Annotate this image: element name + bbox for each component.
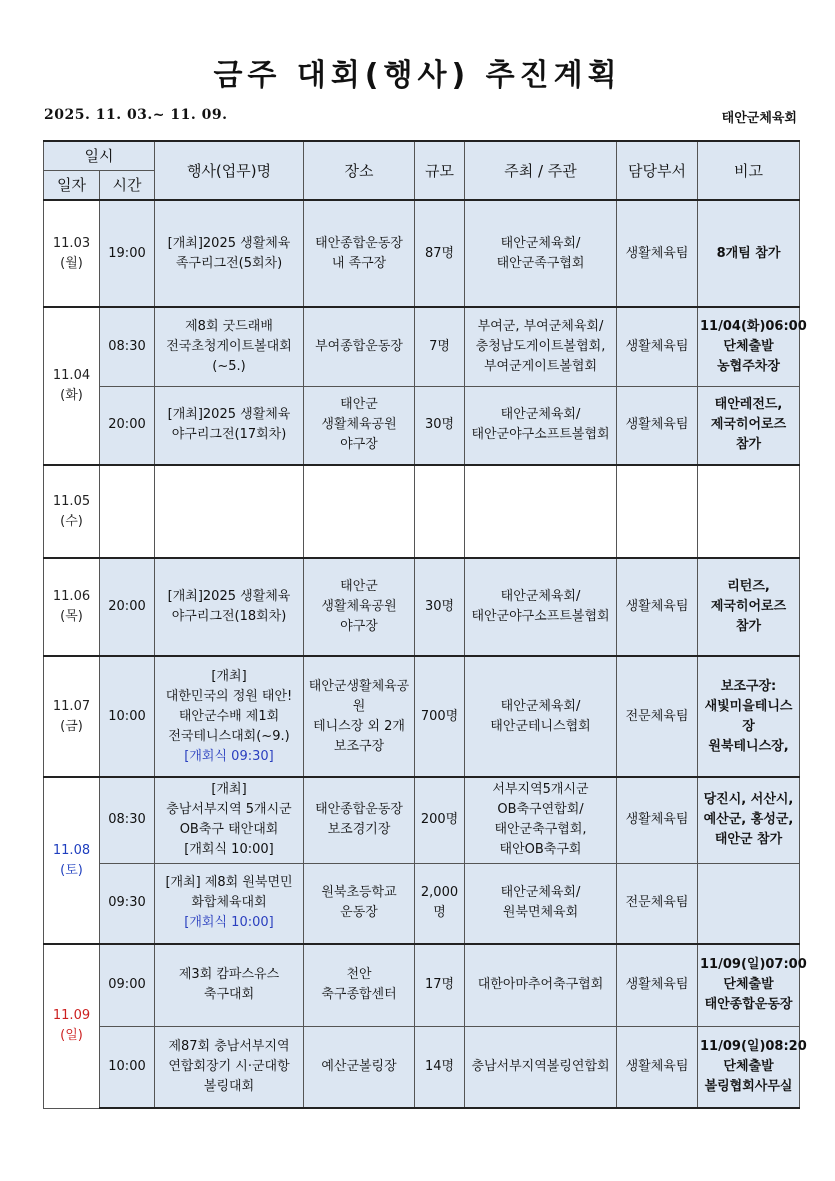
dept-cell-text: 생활체육팀 (625, 599, 689, 614)
header-remark: 비고 (698, 141, 800, 200)
time-cell-text: 08:30 (108, 812, 146, 828)
day-date-cell: 11.05 (수) (44, 465, 100, 558)
place-cell (304, 777, 415, 863)
header-place: 장소 (304, 141, 415, 200)
place-cell-text: 태안종합운동장 보조경기장 (315, 802, 403, 838)
place-cell-text: 천안 축구종합센터 (321, 967, 397, 1003)
remark-cell (698, 558, 800, 656)
remark-cell (698, 465, 800, 558)
host-cell (465, 386, 617, 465)
place-cell (304, 863, 415, 944)
time-cell-text: 10:00 (108, 708, 146, 724)
scale-cell-text: 2,000명 (420, 885, 459, 921)
schedule-row (44, 558, 800, 656)
place-cell (304, 307, 415, 386)
event-name-cell (155, 558, 304, 656)
scale-cell-text: 30명 (424, 417, 455, 433)
scale-cell-text: 30명 (424, 599, 455, 614)
place-cell (304, 558, 415, 656)
dept-cell (617, 558, 698, 656)
dept-cell (617, 307, 698, 386)
time-cell (100, 386, 155, 465)
header-datetime: 일시 (44, 141, 155, 170)
header-event: 행사(업무)명 (155, 141, 304, 200)
remark-cell (698, 200, 800, 307)
time-cell-text: 19:00 (108, 245, 146, 261)
place-cell-text: 예산군볼링장 (321, 1058, 397, 1074)
host-cell (465, 307, 617, 386)
remark-cell-text: 보조구장: 새빛미을테니스장 원북테니스장, (704, 678, 793, 754)
time-cell (100, 558, 155, 656)
host-cell-text: 태안군체육회/ 태안군야구소프트볼협회 (471, 589, 610, 624)
remark-cell (698, 307, 807, 386)
place-cell-text: 원북초등학교 운동장 (321, 885, 397, 921)
remark-cell-text: 리턴즈, 제국히어로즈 참가 (710, 579, 787, 634)
event-name-cell-text: 제8회 굿드래배 전국초청게이트볼대회 (~5.) (166, 318, 292, 374)
remark-cell-text: 8개팀 참가 (716, 245, 781, 261)
scale-cell-text: 14명 (424, 1058, 455, 1074)
host-cell (465, 1026, 617, 1108)
header-time: 시간 (100, 170, 155, 200)
scale-cell-text: 700명 (420, 708, 459, 724)
event-name-cell-text: 제3회 캄파스유스 축구대회 (178, 967, 280, 1003)
scale-cell (415, 465, 465, 558)
place-cell (304, 200, 415, 307)
time-cell (100, 1026, 155, 1108)
place-cell (304, 944, 415, 1026)
schedule-row (44, 386, 800, 465)
dept-cell (617, 656, 698, 777)
event-name-cell-text: [개최]2025 생활체육 야구리그전(17회차) (167, 407, 291, 443)
remark-cell-text: 11/09(일)08:20 단체출발 볼링협회사무실 (700, 1038, 807, 1094)
time-cell (100, 656, 155, 777)
scale-cell (415, 944, 465, 1026)
event-name-cell (155, 307, 304, 386)
time-cell-text: 08:30 (108, 338, 146, 354)
schedule-row (44, 863, 800, 944)
remark-cell (698, 386, 800, 465)
place-cell-text: 태안종합운동장 내 족구장 (315, 235, 403, 271)
day-date-cell: 11.08 (토) (44, 777, 100, 944)
dept-cell (617, 1026, 698, 1108)
time-cell (100, 944, 155, 1026)
dept-cell-text: 생활체육팀 (625, 977, 689, 993)
place-cell (304, 656, 415, 777)
event-name-cell-text: 제87회 충남서부지역 연합회장기 시·군대항 볼링대회 (168, 1038, 290, 1094)
event-name-cell (155, 465, 304, 558)
event-name-cell (155, 386, 304, 465)
event-name-cell-text: [개최]2025 생활체육 야구리그전(18회차) (167, 589, 291, 624)
scale-cell (415, 307, 465, 386)
day-date-cell: 11.07 (금) (44, 656, 100, 777)
event-name-cell-text: [개최]2025 생활체육 족구리그전(5회차) (167, 235, 291, 271)
dept-cell-text: 전문체육팀 (625, 895, 689, 911)
place-cell (304, 1026, 415, 1108)
host-cell (465, 656, 617, 777)
host-cell-text: 태안군체육회/ 원북면체육회 (500, 885, 581, 921)
opening-ceremony-note: [개회식 10:00] (184, 915, 274, 931)
event-name-cell (155, 863, 304, 944)
dept-cell-text: 생활체육팀 (625, 417, 689, 433)
schedule-row (44, 465, 800, 558)
schedule-body (44, 200, 807, 1108)
place-cell-text: 부여종합운동장 (315, 338, 403, 354)
remark-cell (698, 863, 800, 944)
scale-cell (415, 558, 465, 656)
remark-cell-text: 11/09(일)07:00 단체출발 태안종합운동장 (700, 957, 807, 1013)
host-cell (465, 465, 617, 558)
schedule-row (44, 1026, 800, 1108)
host-cell-text: 태안군체육회/ 태안군테니스협회 (490, 698, 591, 734)
schedule-row (44, 307, 800, 386)
event-name-cell (155, 200, 304, 307)
time-cell-text: 10:00 (108, 1058, 146, 1074)
remark-cell-text: 당진시, 서산시, 예산군, 홍성군, 태안군 참가 (703, 792, 794, 848)
host-cell (465, 200, 617, 307)
scale-cell (415, 386, 465, 465)
dept-cell (617, 944, 698, 1026)
event-name-cell (155, 944, 304, 1026)
day-date-cell: 11.09 (일) (44, 944, 100, 1108)
dept-cell (617, 465, 698, 558)
host-cell (465, 944, 617, 1026)
time-cell-text: 20:00 (108, 417, 146, 433)
organization-name: 태안군체육회 (721, 111, 797, 126)
dept-cell-text: 생활체육팀 (625, 812, 689, 828)
dept-cell (617, 200, 698, 307)
event-name-cell-text: [개최] 충남서부지역 5개시군 OB축구 태안대회 [개회식 10:00] (166, 782, 292, 858)
schedule-table (43, 140, 807, 1109)
time-cell-text: 20:00 (108, 599, 146, 614)
scale-cell (415, 656, 465, 777)
host-cell (465, 558, 617, 656)
header-host: 주최 / 주관 (465, 141, 617, 200)
header-scale: 규모 (415, 141, 465, 200)
host-cell-text: 서부지역5개시군 OB축구연합회/ 태안군축구협회, 태안OB축구회 (492, 782, 589, 858)
day-date-cell: 11.04 (화) (44, 307, 100, 465)
time-cell-text: 09:30 (108, 895, 146, 911)
scale-cell (415, 777, 465, 863)
host-cell-text: 대한아마추어축구협회 (477, 977, 604, 993)
dept-cell (617, 863, 698, 944)
time-cell (100, 777, 155, 863)
host-cell-text: 부여군, 부여군체육회/ 충청남도게이트볼협회, 부여군게이트볼협회 (475, 318, 606, 374)
host-cell-text: 태안군체육회/ 태안군야구소프트볼협회 (471, 407, 610, 443)
event-name-cell-text: [개최] 제8회 원북면민 화합체육대회 (165, 875, 293, 911)
event-name-cell-text: [개최] 대한민국의 정원 태안! 태안군수배 제1회 전국테니스대회(~9.) (165, 668, 293, 744)
schedule-row (44, 200, 800, 307)
dept-cell-text: 전문체육팀 (625, 708, 689, 724)
opening-ceremony-note: [개회식 09:30] (184, 748, 274, 764)
remark-cell (698, 1026, 807, 1108)
place-cell-text: 태안군생활체육공원 테니스장 외 2개 보조구장 (308, 678, 410, 754)
dept-cell (617, 777, 698, 863)
scale-cell-text: 17명 (424, 977, 455, 993)
place-cell (304, 386, 415, 465)
scale-cell-text: 7명 (429, 338, 450, 354)
remark-cell (698, 944, 807, 1026)
place-cell (304, 465, 415, 558)
time-cell-text: 09:00 (108, 977, 146, 993)
host-cell-text: 충남서부지역볼링연합회 (471, 1058, 610, 1074)
time-cell (100, 465, 155, 558)
host-cell (465, 777, 617, 863)
dept-cell-text: 생활체육팀 (625, 1058, 689, 1074)
event-name-cell (155, 656, 304, 777)
scale-cell (415, 200, 465, 307)
time-cell (100, 863, 155, 944)
time-cell (100, 200, 155, 307)
remark-cell-text: 11/04(화)06:00 단체출발 농협주차장 (700, 318, 807, 374)
dept-cell-text: 생활체육팀 (625, 338, 689, 354)
time-cell (100, 307, 155, 386)
header-dept: 담당부서 (617, 141, 698, 200)
event-name-cell (155, 777, 304, 863)
place-cell-text: 태안군 생활체육공원 야구장 (321, 397, 397, 453)
schedule-row (44, 777, 800, 863)
scale-cell-text: 87명 (424, 245, 455, 261)
remark-cell-text: 태안레전드, 제국히어로즈 참가 (710, 397, 787, 453)
remark-cell (698, 777, 800, 863)
page-title: 금주 대회(행사) 추진계획 (213, 58, 622, 93)
dept-cell-text: 생활체육팀 (625, 245, 689, 261)
scale-cell-text: 200명 (420, 812, 459, 828)
remark-cell (698, 656, 800, 777)
place-cell-text: 태안군 생활체육공원 야구장 (321, 579, 397, 634)
scale-cell (415, 863, 465, 944)
host-cell-text: 태안군체육회/ 태안군족구협회 (496, 235, 585, 271)
day-date-cell: 11.06 (목) (44, 558, 100, 656)
schedule-row (44, 656, 800, 777)
date-range: 2025. 11. 03.~ 11. 09. (44, 107, 228, 123)
schedule-row (44, 944, 800, 1026)
header-date: 일자 (44, 170, 100, 200)
event-name-cell (155, 1026, 304, 1108)
host-cell (465, 863, 617, 944)
day-date-cell: 11.03 (월) (44, 200, 100, 307)
dept-cell (617, 386, 698, 465)
scale-cell (415, 1026, 465, 1108)
